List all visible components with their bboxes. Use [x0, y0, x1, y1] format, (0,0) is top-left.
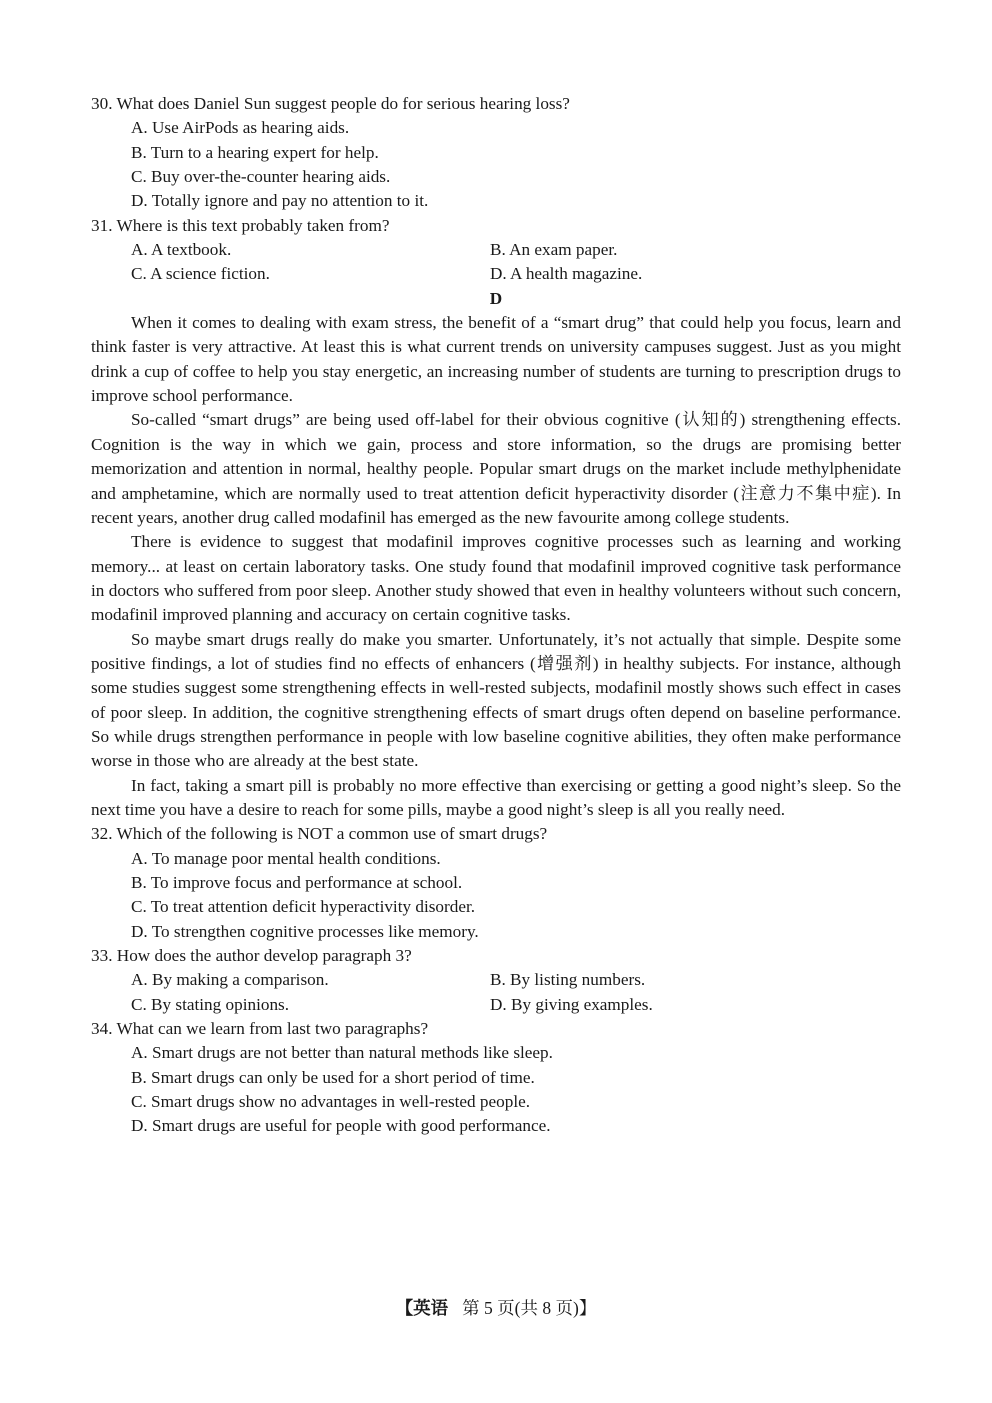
question-32 — [91, 822, 901, 944]
option-c: C. To treat attention deficit hyperactivity disorder. — [131, 897, 476, 917]
question-34 — [91, 1017, 901, 1139]
option-c: C. By stating opinions. — [131, 994, 290, 1014]
section-title: D — [489, 288, 503, 308]
option-c: C. Smart drugs show no advantages in well-rested people. — [131, 1092, 531, 1112]
passage-paragraph: So-called “smart drugs” are being used off-label for their obvious cognitive (认知的) strengthening effects. Cognition is the way in which we gain, process and store information, so the drugs are promising better memorization and attention in normal, healthy people. Popular smart drugs on the market include methylphenidate and amphetamine, which are normally used to treat attention deficit hyperactivity disorder (注意力不集中症). In recent years, another drug called modafinil has emerged as the new favourite among college students. — [91, 410, 901, 527]
question-stem: 31. Where is this text probably taken from? — [91, 215, 390, 235]
option-d: D. Totally ignore and pay no attention to it. — [131, 191, 429, 211]
option-a: A. Use AirPods as hearing aids. — [131, 118, 350, 138]
exam-page — [91, 92, 901, 1139]
option-b: B. To improve focus and performance at school. — [131, 873, 463, 892]
question-30 — [91, 92, 901, 214]
passage-paragraph: When it comes to dealing with exam stress, the benefit of a “smart drug” that could help you focus, learn and think faster is very attractive. At least this is what current trends on university campuses suggest. Just as you might drink a cup of coffee to help you stay energetic, an increasing number of students are turning to prescription drugs to improve school performance. — [91, 313, 901, 406]
page-footer — [0, 1295, 992, 1320]
option-b: B. Smart drugs can only be used for a short period of time. — [131, 1067, 535, 1087]
passage-paragraph: So maybe smart drugs really do make you smarter. Unfortunately, it’s not actually that simple. Despite some positive findings, a lot of studies find no effects of enhancers (增强剂) in healthy subjects. For instance, although some studies suggest some strengthening effects in well-rested subjects, modafinil mostly shows such effect in cases of poor sleep. In addition, the cognitive strengthening effects of smart drugs often depend on baseline performance. So while drugs strengthen performance in people with low baseline cognitive abilities, they often make performance worse in those who are already at the best state. — [91, 629, 901, 771]
footer-subject: 【英语 — [395, 1299, 449, 1319]
option-d: D. A health magazine. — [490, 264, 643, 284]
passage-paragraph: In fact, taking a smart pill is probably no more effective than exercising or getting a good night’s sleep. So the next time you have a desire to reach for some pills, maybe a good night’s sleep is all you really need. — [91, 775, 901, 819]
option-c: C. Buy over-the-counter hearing aids. — [131, 167, 391, 187]
question-stem: 30. What does Daniel Sun suggest people do for serious hearing loss? — [91, 94, 570, 113]
reading-passage — [91, 311, 901, 822]
option-d: D. To strengthen cognitive processes like memory. — [131, 921, 479, 941]
option-d: D. Smart drugs are useful for people with good performance. — [131, 1116, 551, 1136]
option-b: B. Turn to a hearing expert for help. — [131, 142, 379, 162]
option-a: A. Smart drugs are not better than natural methods like sleep. — [131, 1043, 553, 1063]
footer-page-number: 第 5 页(共 8 页)】 — [462, 1298, 597, 1318]
question-stem: 34. What can we learn from last two paragraphs? — [91, 1019, 429, 1039]
question-31 — [91, 214, 901, 287]
question-33 — [91, 944, 901, 1017]
option-c: C. A science fiction. — [131, 264, 270, 284]
option-b: B. By listing numbers. — [490, 970, 646, 990]
option-b: B. An exam paper. — [490, 240, 618, 260]
option-d: D. By giving examples. — [490, 994, 653, 1014]
passage-paragraph: There is evidence to suggest that modafinil improves cognitive processes such as learning and working memory... at least on certain laboratory tasks. One study found that modafinil improved cognitive task performance in doctors who suffered from poor sleep. Another study showed that even in healthy volunteers without such concern, modafinil improved planning and accuracy on certain cognitive tasks. — [91, 532, 901, 625]
option-a: A. To manage poor mental health conditions. — [131, 848, 441, 868]
question-stem: 33. How does the author develop paragraph 3? — [91, 946, 412, 966]
option-a: A. A textbook. — [131, 240, 232, 260]
option-a: A. By making a comparison. — [131, 970, 329, 990]
question-stem: 32. Which of the following is NOT a common use of smart drugs? — [91, 824, 548, 844]
